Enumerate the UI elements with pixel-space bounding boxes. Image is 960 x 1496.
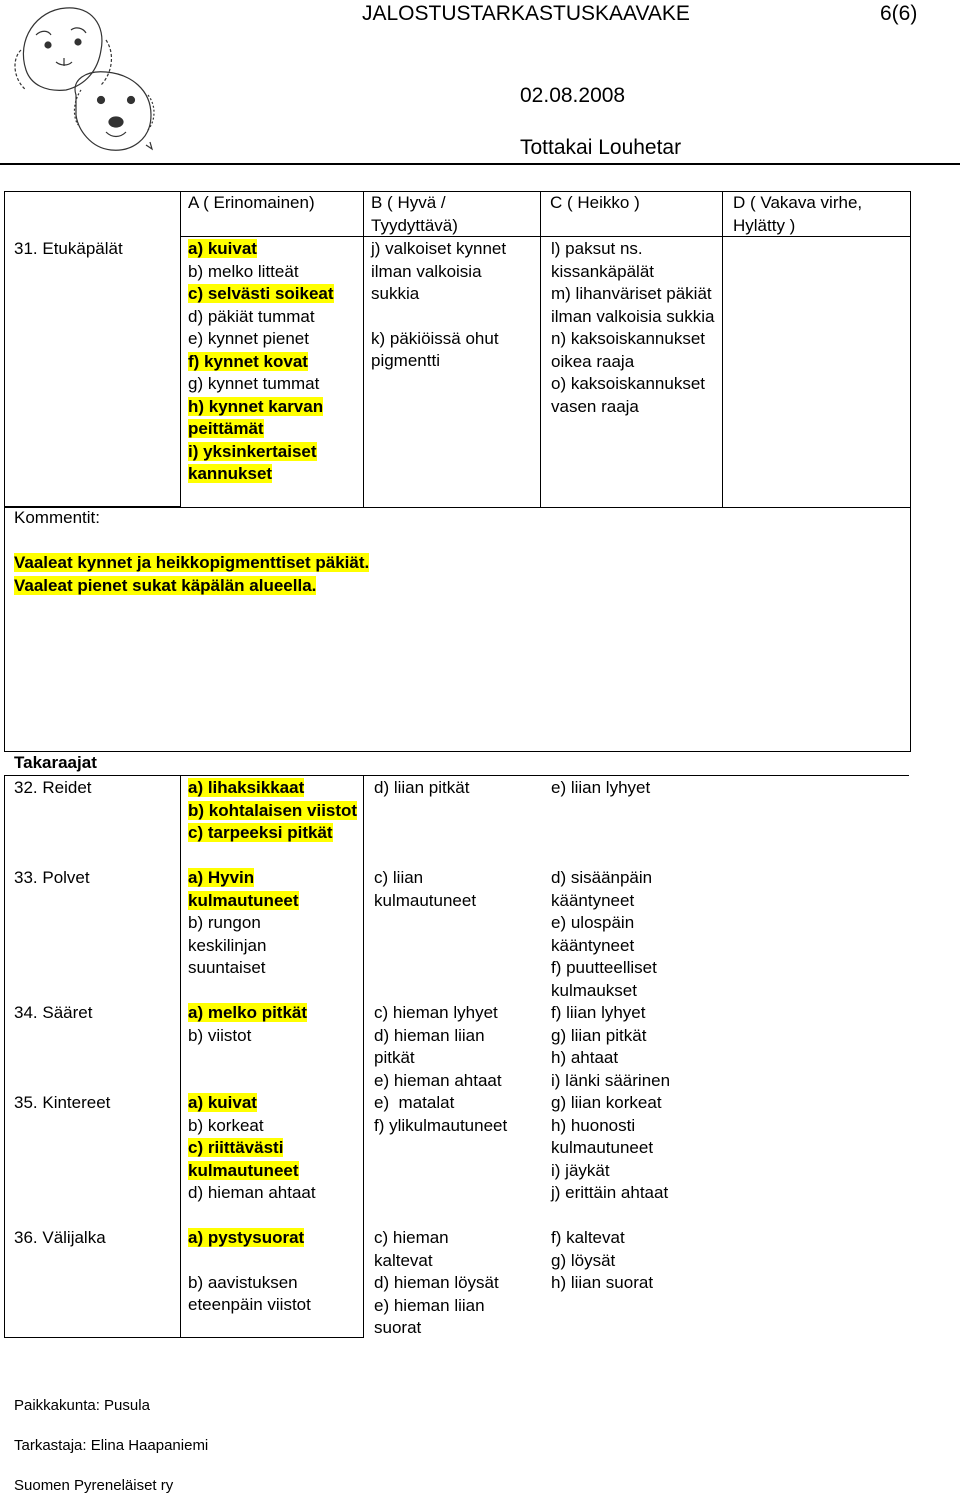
comment-line-1: Vaaleat kynnet ja heikkopigmenttiset päkiät. — [14, 553, 370, 572]
criterion-e: e) liian lyhyet — [551, 778, 651, 797]
criterion-d: d) päkiät tummat — [188, 306, 315, 326]
criterion-c: c) riittävästi kulmautuneet — [188, 1138, 299, 1180]
row-kintereet-col-c — [551, 1092, 701, 1205]
criterion-c: c) liian kulmautuneet — [374, 868, 477, 910]
row-saaret-col-c — [551, 1002, 721, 1092]
row-reidet-col-b — [374, 777, 534, 800]
row-polvet-col-c — [551, 867, 701, 1002]
criterion-d: d) hieman löysät — [374, 1273, 499, 1292]
criterion-f: f) puutteelliset kulmaukset — [551, 958, 657, 1000]
footer-inspector: Tarkastaja: Elina Haapaniemi — [14, 1437, 209, 1454]
form-title: JALOSTUSTARKASTUSKAAVAKE — [362, 2, 690, 25]
criterion-n: n) kaksoiskannukset oikea raaja — [551, 329, 706, 371]
comment-line-2: Vaaleat pienet sukat käpälän alueella. — [14, 575, 317, 595]
row-kintereet-col-b — [374, 1092, 539, 1137]
criterion-l: l) paksut ns. kissankäpälät — [551, 239, 655, 281]
criterion-b: b) rungon keskilinjan suuntaiset — [188, 913, 267, 977]
criterion-f: f) kaltevat — [551, 1228, 625, 1247]
criterion-j: j) erittäin ahtaat — [551, 1183, 669, 1202]
criterion-g: g) kynnet tummat — [188, 374, 320, 393]
criterion-d: d) sisäänpäin kääntyneet — [551, 868, 653, 910]
criterion-c: c) hieman lyhyet — [374, 1003, 498, 1022]
criterion-a: a) lihaksikkaat — [188, 778, 305, 797]
criterion-b: b) viistot — [188, 1025, 252, 1045]
criterion-e: e) hieman liian suorat — [374, 1295, 485, 1337]
criterion-d: d) hieman liian pitkät — [374, 1025, 485, 1067]
row-label-kintereet: 35. Kintereet — [14, 1093, 111, 1112]
row-saaret-col-a — [188, 1002, 360, 1047]
criterion-h: h) kynnet karvan peittämät — [188, 396, 324, 438]
criterion-g: g) liian pitkät — [551, 1025, 647, 1045]
criterion-c: c) selvästi soikeat — [188, 284, 334, 303]
criterion-b: b) melko litteät — [188, 261, 299, 281]
row-kintereet-col-a — [188, 1092, 360, 1205]
criterion-g: g) liian korkeat — [551, 1093, 662, 1112]
col-header-a: A ( Erinomainen) — [188, 193, 315, 212]
criterion-f: f) liian lyhyet — [551, 1003, 646, 1022]
criterion-i: i) länki säärinen — [551, 1070, 671, 1090]
row-label-valijalka: 36. Välijalka — [14, 1228, 106, 1247]
criterion-e: e) kynnet pienet — [188, 329, 309, 348]
dog-logo-icon — [6, 0, 166, 160]
criterion-c: c) hieman kaltevat — [374, 1228, 449, 1270]
criterion-h: h) ahtaat — [551, 1048, 619, 1067]
criterion-g: g) löysät — [551, 1250, 616, 1270]
dog-name: Tottakai Louhetar — [520, 136, 682, 159]
page-number: 6(6) — [880, 2, 918, 25]
criterion-i: i) yksinkertaiset kannukset — [188, 441, 317, 483]
criterion-i: i) jäykät — [551, 1160, 610, 1180]
criterion-k: k) päkiöissä ohut pigmentti — [371, 328, 499, 370]
date: 02.08.2008 — [520, 84, 626, 107]
criterion-c: c) tarpeeksi pitkät — [188, 823, 333, 842]
criterion-h: h) liian suorat — [551, 1273, 654, 1292]
criterion-a: a) kuivat — [188, 239, 257, 258]
table1-col-c — [551, 238, 716, 418]
criterion-a: a) melko pitkät — [188, 1003, 308, 1022]
criterion-b: b) aavistuksen eteenpäin viistot — [188, 1272, 311, 1314]
criterion-e: e) ulospäin kääntyneet — [551, 913, 635, 955]
criterion-d: d) liian pitkät — [374, 778, 470, 797]
criterion-m: m) lihanväriset päkiät ilman valkoisia sukkia — [551, 284, 715, 326]
col-header-b: B ( Hyvä / Tyydyttävä) — [371, 193, 458, 235]
col-header-c: C ( Heikko ) — [550, 193, 640, 212]
criterion-b: b) korkeat — [188, 1115, 264, 1135]
comment-label: Kommentit: — [14, 508, 100, 527]
footer-organization: Suomen Pyreneläiset ry — [14, 1477, 174, 1494]
criterion-e: e) matalat — [374, 1093, 455, 1112]
criterion-o: o) kaksoiskannukset vasen raaja — [551, 374, 706, 416]
criterion-f: f) ylikulmautuneet — [374, 1115, 508, 1135]
criterion-a: a) Hyvin kulmautuneet — [188, 868, 299, 910]
table1-col-a — [188, 238, 360, 486]
section-label-etukapalat: 31. Etukäpälät — [14, 239, 123, 258]
criterion-f: f) kynnet kovat — [188, 351, 308, 371]
row-reidet-col-c — [551, 777, 721, 800]
row-saaret-col-b — [374, 1002, 534, 1092]
row-valijalka-col-a — [188, 1227, 338, 1317]
comment-text — [14, 552, 894, 597]
row-reidet-col-a — [188, 777, 360, 845]
row-label-reidet: 32. Reidet — [14, 778, 92, 797]
criterion-a: a) kuivat — [188, 1093, 257, 1112]
row-label-saaret: 34. Sääret — [14, 1003, 93, 1022]
row-polvet-col-a — [188, 867, 338, 980]
col-header-d: D ( Vakava virhe, Hylätty ) — [733, 193, 863, 235]
criterion-h: h) huonosti kulmautuneet — [551, 1115, 654, 1157]
table1-col-b — [371, 238, 533, 373]
criterion-j: j) valkoiset kynnet ilman valkoisia sukkia — [371, 239, 507, 303]
row-valijalka-col-b — [374, 1227, 524, 1340]
header-rule — [0, 163, 960, 165]
section-title-takaraajat: Takaraajat — [14, 753, 97, 772]
footer-location: Paikkakunta: Pusula — [14, 1397, 150, 1414]
criterion-d: d) hieman ahtaat — [188, 1183, 316, 1202]
criterion-b: b) kohtalaisen viistot — [188, 800, 358, 820]
row-polvet-col-b — [374, 867, 504, 912]
criterion-a: a) pystysuorat — [188, 1228, 305, 1247]
criterion-e: e) hieman ahtaat — [374, 1070, 502, 1090]
comment-frame — [4, 506, 911, 752]
row-valijalka-col-c — [551, 1227, 721, 1295]
row-label-polvet: 33. Polvet — [14, 868, 90, 887]
